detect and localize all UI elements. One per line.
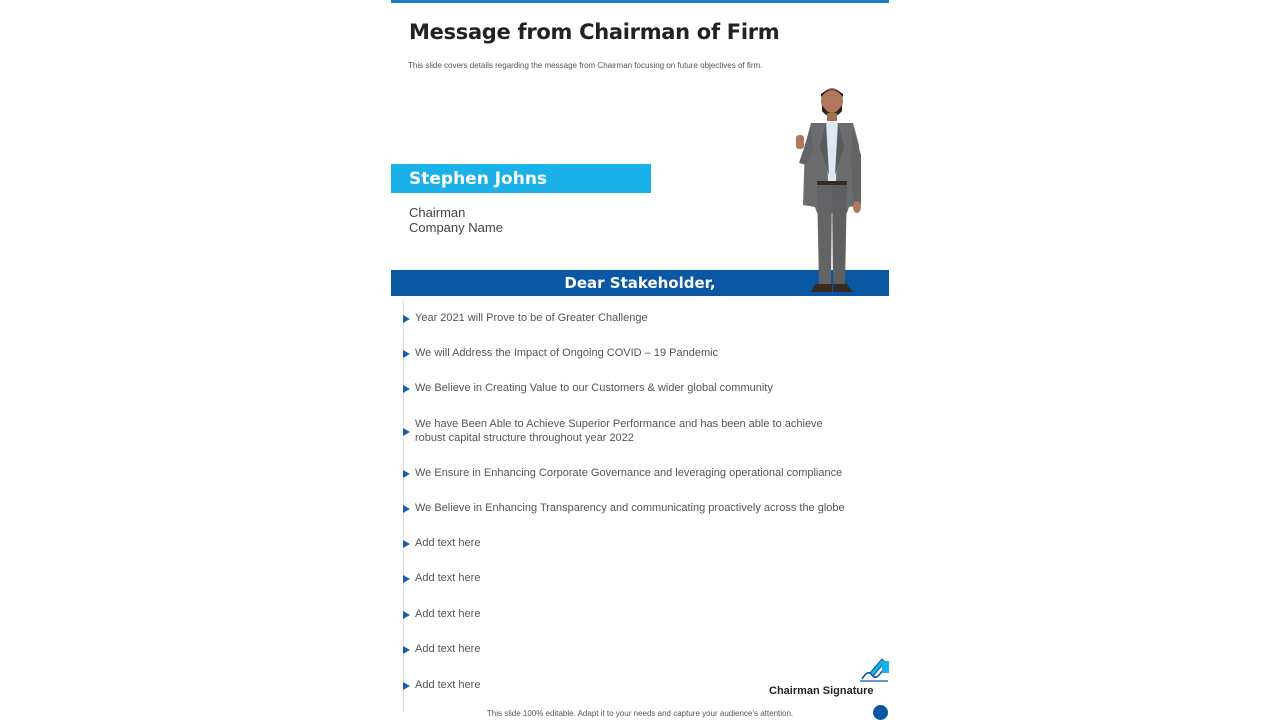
list-item-text: We Ensure in Enhancing Corporate Governance and leveraging operational compliance xyxy=(415,467,843,479)
page-subtitle: This slide covers details regarding the message from Chairman focusing on future objectives of firm. xyxy=(408,61,763,70)
page-title: Message from Chairman of Firm xyxy=(409,20,780,44)
bullet-arrow-icon xyxy=(403,315,410,323)
bullet-arrow-icon xyxy=(403,682,410,690)
person-name: Stephen Johns xyxy=(409,169,548,189)
bullet-arrow-icon xyxy=(403,385,410,393)
list-item xyxy=(403,502,873,516)
company-name: Company Name xyxy=(409,220,503,235)
list-item xyxy=(403,537,873,551)
list-item-text: Add text here xyxy=(415,537,481,549)
list-item xyxy=(403,382,873,396)
list-item-text: Add text here xyxy=(415,643,481,655)
list-item xyxy=(403,467,873,481)
footer-note: This slide 100% editable. Adapt it to your needs and capture your audience’s attention. xyxy=(486,709,794,718)
list-item-text: We Believe in Creating Value to our Customers & wider global community xyxy=(415,382,773,394)
list-item xyxy=(403,572,873,586)
bullet-arrow-icon xyxy=(403,505,410,513)
bullet-arrow-icon xyxy=(403,611,410,619)
bullet-arrow-icon xyxy=(403,428,410,436)
list-item xyxy=(403,608,873,622)
list-item-text: We have Been Able to Achieve Superior Performance and has been able to achieve robust capital structure throughout year 2022 xyxy=(415,418,823,444)
list-item xyxy=(403,347,873,361)
document-page xyxy=(391,0,889,720)
page-dot-marker xyxy=(873,705,888,720)
signature-pen-icon xyxy=(858,655,890,683)
bullet-arrow-icon xyxy=(403,350,410,358)
list-item xyxy=(403,643,873,657)
person-photo xyxy=(789,85,875,297)
greeting-text: Dear Stakeholder, xyxy=(564,274,716,292)
list-item-text: Year 2021 will Prove to be of Greater Challenge xyxy=(415,312,648,324)
signature-label: Chairman Signature xyxy=(769,685,874,697)
bullet-arrow-icon xyxy=(403,575,410,583)
list-item-text: Add text here xyxy=(415,608,481,620)
person-role: Chairman xyxy=(409,205,466,220)
list-item-text: Add text here xyxy=(415,679,481,691)
bullet-arrow-icon xyxy=(403,646,410,654)
list-item xyxy=(403,418,873,445)
bullet-arrow-icon xyxy=(403,470,410,478)
list-item-text: Add text here xyxy=(415,572,481,584)
name-banner xyxy=(391,164,651,193)
bullet-arrow-icon xyxy=(403,540,410,548)
top-rule xyxy=(391,0,889,3)
list-item xyxy=(403,312,873,326)
list-item-text: We Believe in Enhancing Transparency and communicating proactively across the globe xyxy=(415,502,845,514)
list-item-text: We will Address the Impact of Ongoing COVID – 19 Pandemic xyxy=(415,347,719,359)
